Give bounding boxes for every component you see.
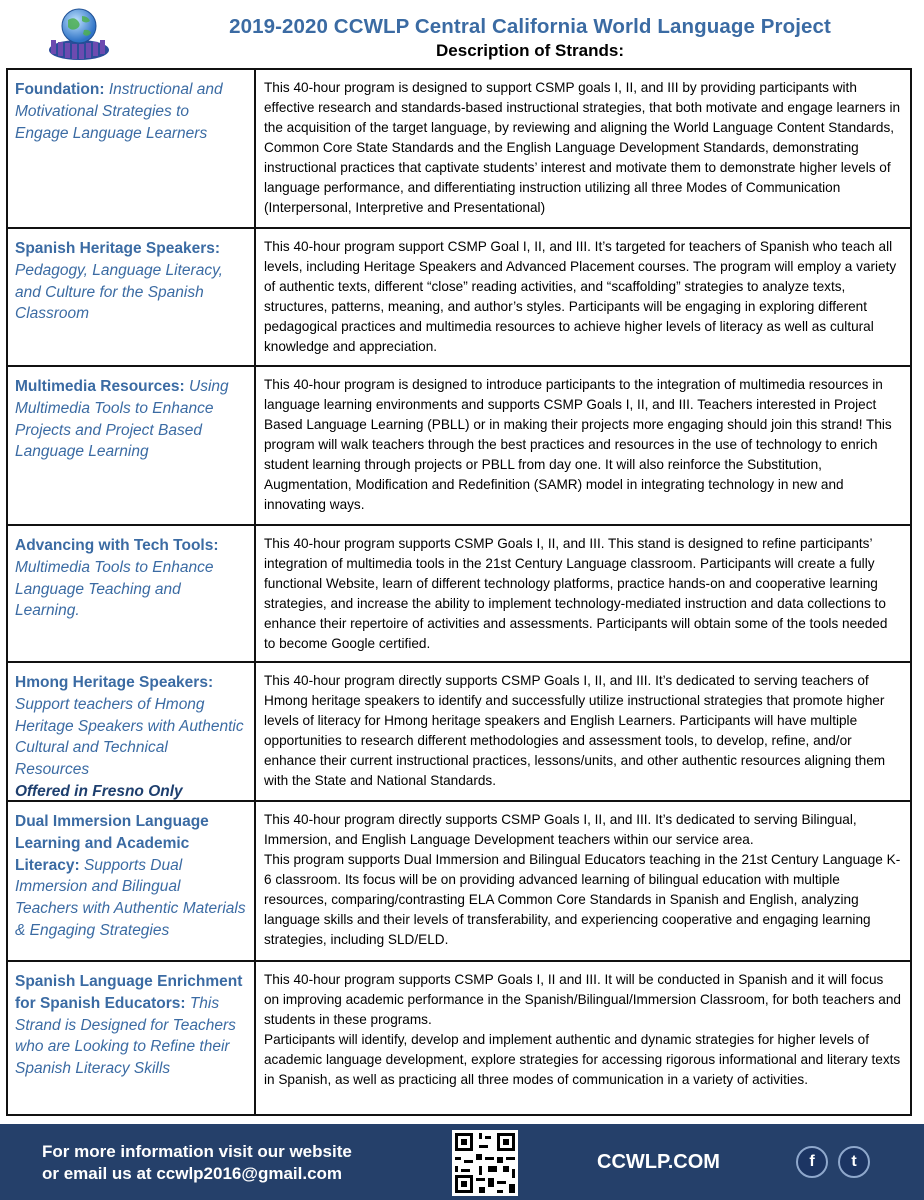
strand-name: Dual Immersion Language Learning and Academic Literacy: [15,813,209,874]
strand-title-cell [8,229,256,365]
strand-subtitle: Supports Dual Immersion and Bilingual Teachers with Authentic Materials & Engaging Strategies [15,856,246,939]
strand-row [8,802,910,962]
strand-description-cell [256,802,910,960]
strand-description-cell [256,526,910,661]
strand-subtitle: This Strand is Designed for Teachers who are Looking to Refine their Spanish Literacy Skills [15,994,236,1078]
strand-title-cell [8,802,256,960]
strand-subtitle: Pedagogy, Language Literacy, and Culture for the Spanish Classroom [15,261,223,323]
strand-name: Foundation: [15,81,105,98]
strand-description: This 40-hour program supports CSMP Goals I, II and III. It will be conducted in Spanish and it will focus on improving academic performance in the Spanish/Bilingual/Immersion Classroom, for both teachers and students in these programs. [264,972,901,1027]
strand-title-cell [8,526,256,661]
strand-subtitle: Support teachers of Hmong Heritage Speakers with Authentic Cultural and Technical Resources [15,695,244,779]
strand-location-note: Offered in Fresno Only [15,782,183,800]
ccwlp-logo-icon [44,6,114,64]
strand-row [8,367,910,526]
page-title: 2019-2020 CCWLP Central California World Language Project [229,15,831,38]
page-subtitle: Description of Strands: [436,41,624,60]
strand-title-cell [8,367,256,524]
strand-description: This 40-hour program support CSMP Goal I, II, and III. It’s targeted for teachers of Spanish who teach all levels, including Heritage Speakers and Advanced Placement courses. The program will employ a variety of authentic texts, different “close” reading activities, and “scaffolding” strategies to analyze texts, structures, patterns, meaning, and author’s styles. Participants will be engaging in exploring different pedagogical practices and multimedia resources to achieve higher levels of literacy as well as cultural knowledge and appreciation. [264,239,897,354]
strand-description: This 40-hour program is designed to support CSMP goals I, II, and III by providing participants with effective research and standards-based instructional strategies, that both motivate and engage learners in the acquisition of the target language, by reviewing and aligning the World Language Content Standards, Common Core State Standards and the English Language Development Standards, demonstrating instructional practices that captivate students’ interest and motivate them to demonstrate higher levels of language performance, and differentiating instruction utilizing all three Modes of Communication (Interpersonal, Interpretive and Presentational) [264,80,901,215]
strand-row [8,70,910,229]
strand-description: Participants will identify, develop and implement authentic and dynamic strategies for higher levels of academic language development, explore strategies for accessing rigorous informational and literary texts in Spanish, as well as practicing all three modes of communication in a variety of activities. [264,1032,901,1087]
strand-name: Spanish Heritage Speakers: [15,240,221,257]
qr-code-icon[interactable] [452,1130,518,1196]
website-link[interactable]: CCWLP.COM [597,1151,720,1173]
strand-description-cell [256,229,910,365]
strand-row [8,962,910,1114]
strand-description-cell [256,70,910,227]
strand-description-cell [256,367,910,524]
strand-description-cell [256,663,910,800]
strand-row [8,526,910,663]
strand-name: Hmong Heritage Speakers: [15,674,214,691]
twitter-icon[interactable]: t [838,1146,870,1178]
contact-info [42,1141,352,1185]
strand-description: This 40-hour program directly supports CSMP Goals I, II, and III. It’s dedicated to serving teachers of Hmong heritage speakers to identify and successfully utilize instructional strategies that promote higher levels of literacy for Hmong heritage speakers and English Learners. Participants will have multiple opportunities to research different methodologies and assessment tools, to develop, refine, and/or enhance their current instructional practices, lessons/units, and other authentic resources aligning them with the State and National Standards. [264,673,886,788]
strand-name: Advancing with Tech Tools: [15,537,219,554]
strand-title-cell [8,663,256,800]
facebook-icon[interactable]: f [796,1146,828,1178]
strand-description: This 40-hour program is designed to introduce participants to the integration of multimedia resources in language learning environments and supports CSMP Goals I, II, and III. Teachers interested in Project Based Language Learning (PBLL) or in making their projects more engaging should join this strand! This program will walk teachers through the best practices and resources in the use of technology to enrich student learning through projects or PBLL from day one. It will also reinforce the Substitution, Augmentation, Modification and Redefinition (SAMR) model in integrating technology in new and innovating ways. [264,377,892,512]
strand-description: This 40-hour program supports CSMP Goals I, II, and III. This stand is designed to refine participants’ integration of multimedia tools in the 21st Century Language classroom. Participants will create a fully functional Website, learn of different technology platforms, practice hands-on and cooperative learning strategies, and increase the ability to implement technology-mediated instruction and data collections to enhance their repertoire of activities and assessments. Participants will obtain some of the tools needed to become Google certified. [264,536,888,651]
strands-table [6,68,912,1116]
strand-name: Multimedia Resources: [15,378,185,395]
strand-row [8,663,910,802]
strand-title-cell [8,962,256,1114]
strand-description: This 40-hour program directly supports CSMP Goals I, II, and III. It’s dedicated to serving Bilingual, Immersion, and English Language Development teachers within our service area. [264,812,857,847]
strand-subtitle: Multimedia Tools to Enhance Language Teaching and Learning. [15,558,214,620]
page-header [0,0,924,66]
strand-name: Spanish Language Enrichment for Spanish Educators: [15,973,243,1012]
strand-title-cell [8,70,256,227]
strand-description: This program supports Dual Immersion and Bilingual Educators teaching in the 21st Century Language K-6 classroom. Its focus will be on providing advanced learning of bilingual education with multiple resources, comparing/contrasting ELA Common Core Standards in Spanish and English, analyzing language skills and their levels of transferability, and experiencing cooperative and engaging learning strategies, including SLD/ELD. [264,852,901,947]
email-line[interactable]: or email us at ccwlp2016@gmail.com [42,1164,343,1183]
strand-subtitle: Instructional and Motivational Strategies to Engage Language Learners [15,81,223,142]
strand-row [8,229,910,367]
website-line: For more information visit our website [42,1142,352,1161]
strand-subtitle: Using Multimedia Tools to Enhance Projects and Project Based Language Learning [15,378,229,461]
page-footer [0,1124,924,1200]
strand-description-cell [256,962,910,1114]
